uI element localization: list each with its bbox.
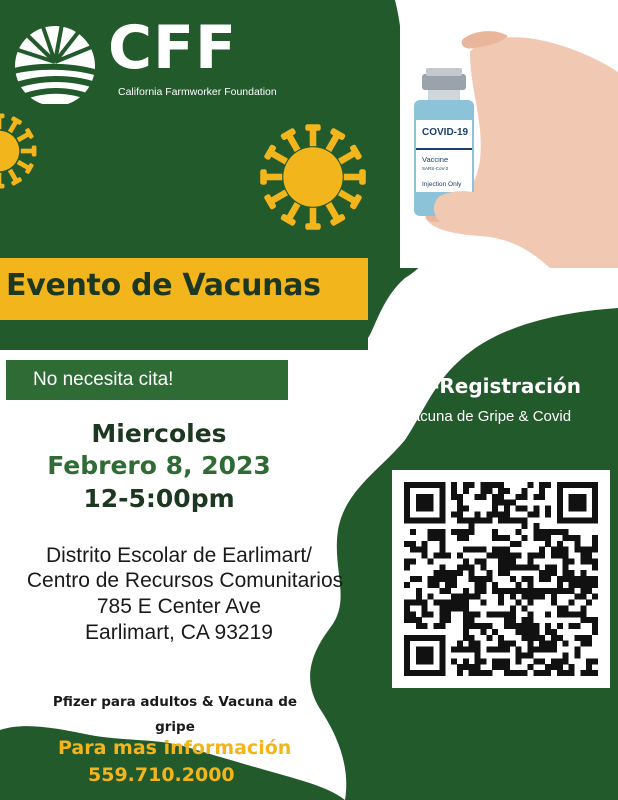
address-line: 785 E Center Ave — [96, 595, 262, 618]
preregistration-title: Pre-Registración — [392, 374, 582, 398]
qr-code[interactable] — [404, 482, 598, 676]
vial-note-label: Injection Only — [422, 181, 462, 188]
address-line: Centro de Recursos Comunitarios — [26, 569, 344, 592]
vial-name-label: Vaccine — [422, 155, 449, 164]
address-line: Earlimart, CA 93219 — [85, 621, 273, 644]
phone-number[interactable]: 559.710.2000 — [88, 764, 235, 786]
vaccines-offered: Pfizer para adultos & Vacuna de gripe — [52, 694, 298, 735]
address-line: Distrito Escolar de Earlimart/ — [45, 544, 313, 567]
sunrise-field-logo-icon — [12, 22, 98, 104]
virus-icon — [0, 112, 38, 190]
event-date: Febrero 8, 2023 — [47, 451, 271, 480]
no-appointment-text: No necesita cita! — [33, 369, 174, 390]
more-info-label: Para mas información — [58, 737, 292, 759]
event-title: Evento de Vacunas — [6, 268, 321, 303]
vial-small-label: SARS-CoV-2 — [422, 166, 449, 171]
logo-subtitle: California Farmworker Foundation — [118, 86, 277, 98]
logo-wordmark: CFF — [108, 13, 238, 83]
event-day: Miercoles — [91, 419, 227, 448]
vial-brand-label: COVID-19 — [422, 127, 469, 138]
event-time: 12-5:00pm — [83, 484, 235, 513]
virus-icon — [258, 122, 368, 232]
preregistration-subtitle: Vacuna de Gripe & Covid — [402, 408, 572, 425]
vaccine-vial-photo — [400, 0, 618, 268]
